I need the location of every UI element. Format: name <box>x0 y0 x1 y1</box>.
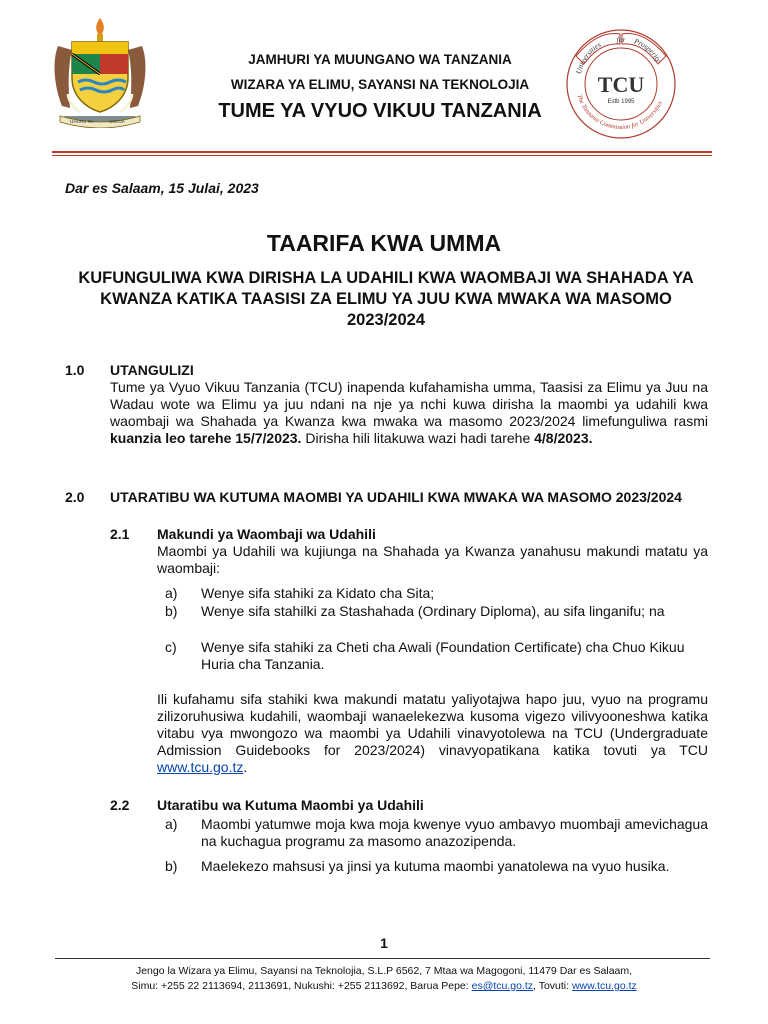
tcu-logo-established: Estb 1995 <box>607 99 635 105</box>
tcu-website-link[interactable]: www.tcu.go.tz <box>157 759 244 775</box>
tcu-logo <box>562 22 680 144</box>
list-item-text: Maelekezo mahsusi ya jinsi ya kutuma maombi yanatolewa na vyuo husika. <box>201 858 670 874</box>
document-title: TAARIFA KWA UMMA <box>266 230 502 256</box>
section-2-number: 2.0 <box>65 489 85 505</box>
tcu-logo-arc-right: Prosperity <box>632 36 664 64</box>
subsection-2-1-number: 2.1 <box>110 526 130 542</box>
footer-website-link[interactable]: www.tcu.go.tz <box>571 980 637 992</box>
document-subtitle: KUFUNGULIWA KWA DIRISHA LA UDAHILI KWA WAOMBAJI WA SHAHADA YA KWANZA KATIKA TAASISI ZA ELIMU YA JUU KWA MWAKA WA MASOMO 2023/2024 <box>78 269 694 329</box>
tcu-logo-ring-text: The Tanzania Commission for Universities <box>575 93 664 132</box>
emblem-motto-right: UMOJA <box>109 119 125 124</box>
list-item-text: Wenye sifa stahiki za Cheti cha Awali (Foundation Certificate) cha Chuo Kikuu Huria cha Tanzania. <box>201 639 685 672</box>
list-item-text: Wenye sifa stahiki za Kidato cha Sita; <box>201 585 435 601</box>
section-1-number: 1.0 <box>65 362 85 378</box>
tcu-logo-acronym: TCU <box>597 72 645 97</box>
subsection-2-1-paragraph: Ili kufahamu sifa stahiki kwa makundi matatu yaliyotajwa hapo juu, vyuo na programu zilizoruhusiwa kudahili, waombaji wanaelekezwa kusoma vigezo vilivyooneshwa katika vitabu vya mwongozo wa maombi ya Udahili vinavyotolewa na TCU (Undergraduate Admission Guidebooks for 2023/2024) vinavyopatikana katika tovuti ya TCU www.tcu.go.tz. <box>157 691 708 775</box>
header-commission: TUME YA VYUO VIKUU TANZANIA <box>218 100 542 122</box>
footer-email-link[interactable]: es@tcu.go.tz <box>471 980 534 992</box>
tcu-logo-arc-left: Universities <box>573 39 603 75</box>
header-ministry: WIZARA YA ELIMU, SAYANSI NA TEKNOLOJIA <box>230 77 530 92</box>
footer-address: Jengo la Wizara ya Elimu, Sayansi na Teknolojia, S.L.P 6562, 7 Mtaa wa Magogoni, 11479 Dar es Salaam, <box>135 965 633 977</box>
footer-contacts: Simu: +255 22 2113694, 2113691, Nukushi: +255 2113692, Barua Pepe: es@tcu.go.tz, Tovuti: www.tcu.go.tz <box>131 980 637 992</box>
section-1-body: Tume ya Vyuo Vikuu Tanzania (TCU) inapenda kufahamisha umma, Taasisi za Elimu ya Juu na Wadau wote wa Elimu ya juu ndani na nje ya nchi kuwa dirisha la maombi ya udahili kwa waombaji wa Shahada ya Kwanza kwa mwaka wa masomo 2023/2024 limefunguliwa rasmi kuanzia leo tarehe 15/7/2023. Dirisha hili litakuwa wazi hadi tarehe 4/8/2023. <box>110 379 708 446</box>
subsection-2-1-intro: Maombi ya Udahili wa kujiunga na Shahada ya Kwanza yanahusu makundi matatu ya waombaji: <box>157 543 708 576</box>
list-item-label: b) <box>165 858 178 874</box>
header-rule <box>52 151 712 153</box>
section-2-heading: UTARATIBU WA KUTUMA MAOMBI YA UDAHILI KWA MWAKA WA MASOMO 2023/2024 <box>110 489 682 505</box>
header-republic: JAMHURI YA MUUNGANO WA TANZANIA <box>248 52 512 67</box>
list-item-text: Wenye sifa stahilki za Stashahada (Ordinary Diploma), au sifa linganifu; na <box>201 603 665 619</box>
list-item-label: a) <box>165 816 178 832</box>
tcu-logo-arc-mid: for <box>616 35 626 44</box>
list-item-label: a) <box>165 585 178 601</box>
section-1-heading: UTANGULIZI <box>110 362 194 378</box>
page-number: 1 <box>380 935 388 951</box>
subsection-2-2-heading: Utaratibu wa Kutuma Maombi ya Udahili <box>157 797 424 813</box>
list-item-text: Maombi yatumwe moja kwa moja kwenye vyuo ambavyo muombaji amevichagua na kuchagua programu za masomo anazozipenda. <box>201 816 708 849</box>
list-item-label: b) <box>165 603 178 619</box>
footer-rule <box>55 958 710 959</box>
subsection-2-1-heading: Makundi ya Waombaji wa Udahili <box>157 526 376 542</box>
dateline: Dar es Salaam, 15 Julai, 2023 <box>65 180 259 196</box>
list-item-label: c) <box>165 639 177 655</box>
emblem-motto-left: UHURU NA <box>70 119 94 124</box>
subsection-2-2-number: 2.2 <box>110 797 130 813</box>
header-rule-thin <box>52 155 712 156</box>
coat-of-arms-emblem <box>50 16 150 128</box>
